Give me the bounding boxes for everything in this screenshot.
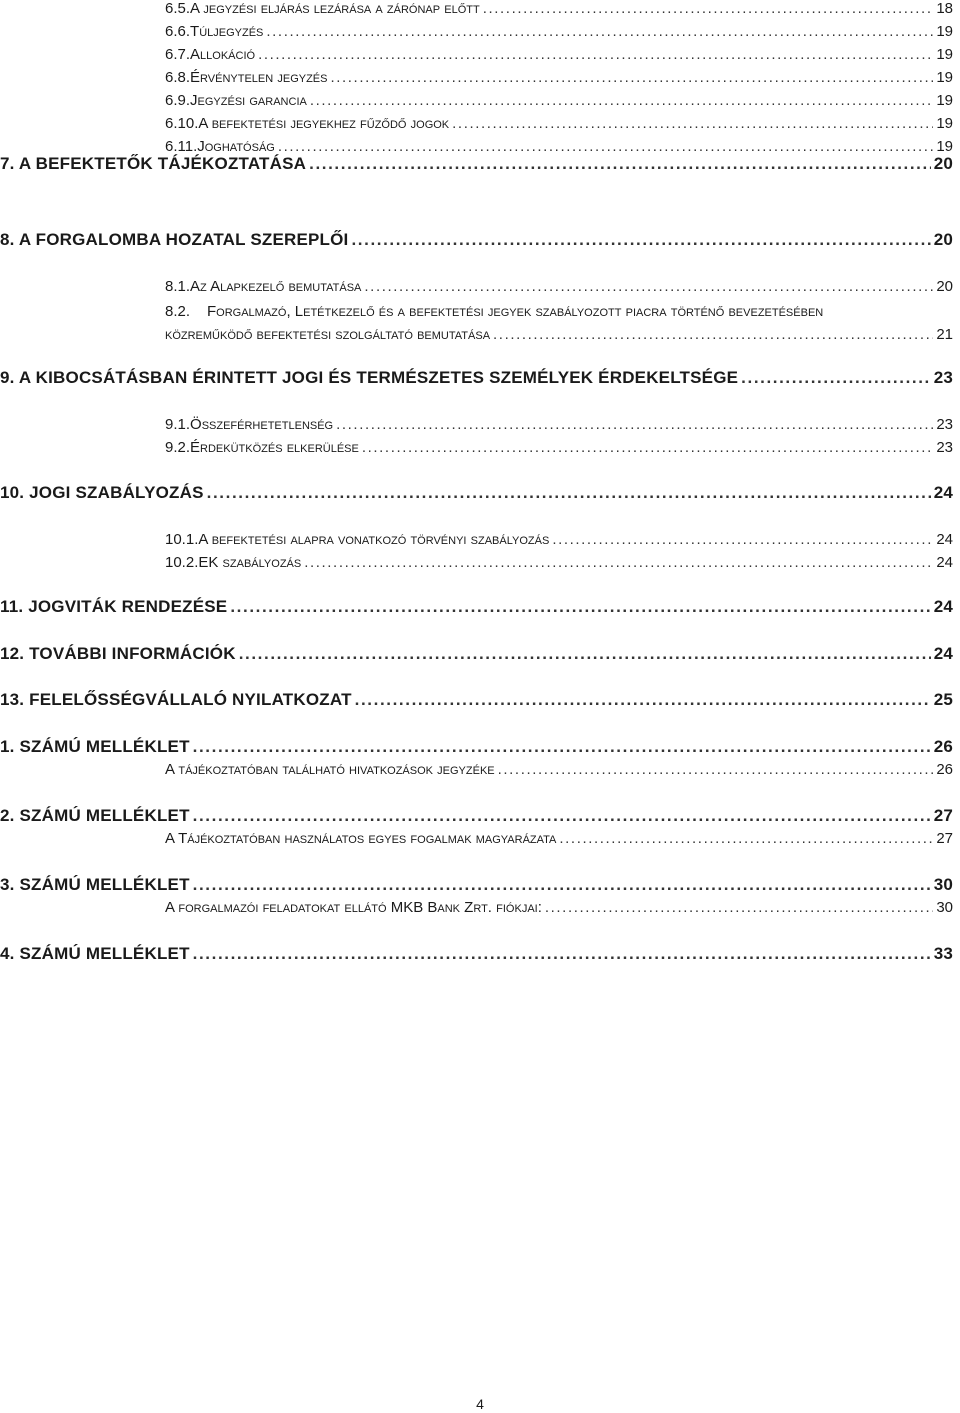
page-ref: 20 — [936, 278, 953, 295]
page-ref: 19 — [936, 115, 953, 132]
appendix-item-title: A tájékoztatóban található hivatkozások jegyzéke — [165, 761, 495, 778]
dot-leader — [351, 230, 930, 250]
section-number: 10.1. — [165, 531, 199, 548]
section-title: Joghatóság — [197, 138, 275, 155]
dot-leader — [266, 23, 933, 40]
chapter-title: 10. JOGI SZABÁLYOZÁS — [0, 483, 204, 502]
page-ref: 19 — [936, 92, 953, 109]
page-ref: 24 — [933, 483, 953, 502]
appendix-title: 2. SZÁMÚ MELLÉKLET — [0, 806, 190, 825]
toc-entry-9-2[interactable] — [165, 439, 953, 456]
toc-entry-6-7[interactable] — [165, 46, 953, 63]
dot-leader — [498, 761, 934, 778]
section-number: 6.6. — [165, 23, 191, 40]
section-title: A jegyzési eljárás lezárása a zárónap előtt — [190, 0, 480, 17]
dot-leader — [230, 597, 930, 617]
toc-entry-6-9[interactable] — [165, 92, 953, 109]
page-ref: 27 — [936, 830, 953, 847]
section-title: Jegyzési garancia — [190, 92, 307, 109]
appendix-item-title: A forgalmazói feladatokat ellátó MKB Bank Zrt. fiókjai: — [165, 899, 542, 916]
appendix-title: 3. SZÁMÚ MELLÉKLET — [0, 875, 190, 894]
page-ref: 23 — [933, 368, 953, 387]
page-ref: 24 — [933, 644, 953, 663]
page-ref: 19 — [936, 23, 953, 40]
page-ref: 30 — [936, 899, 953, 916]
section-number: 8.1. — [165, 278, 191, 295]
page-ref: 33 — [933, 944, 953, 963]
toc-chapter-10[interactable] — [0, 483, 953, 503]
toc-entry-6-10[interactable] — [165, 115, 953, 132]
page-ref: 24 — [933, 597, 953, 616]
page-ref: 24 — [936, 554, 953, 571]
toc-entry-6-11[interactable] — [165, 138, 953, 155]
page-ref: 19 — [936, 46, 953, 63]
section-number: 10.2. — [165, 554, 199, 571]
page-ref: 19 — [936, 138, 953, 155]
page-ref: 26 — [933, 737, 953, 756]
section-title: Érvénytelen jegyzés — [190, 69, 328, 86]
section-number: 9.1. — [165, 416, 191, 433]
section-number: 6.8. — [165, 69, 191, 86]
toc-chapter-9[interactable] — [0, 368, 953, 388]
toc-appendix-3-item[interactable] — [165, 899, 953, 916]
toc-appendix-3[interactable] — [0, 875, 953, 895]
toc-appendix-1-item[interactable] — [165, 761, 953, 778]
dot-leader — [355, 690, 931, 710]
dot-leader — [258, 46, 933, 63]
dot-leader — [278, 138, 933, 155]
section-title: A befektetési alapra vonatkozó törvényi szabályozás — [198, 531, 550, 548]
dot-leader — [336, 416, 933, 433]
page-number: 4 — [476, 1396, 484, 1412]
toc-entry-10-2[interactable] — [165, 554, 953, 571]
section-title: Összeférhetetlenség — [190, 416, 334, 433]
toc-chapter-13[interactable] — [0, 690, 953, 710]
dot-leader — [239, 644, 931, 664]
appendix-title: 1. SZÁMÚ MELLÉKLET — [0, 737, 190, 756]
dot-leader — [309, 154, 931, 174]
page-ref: 20 — [933, 154, 953, 173]
section-title: Allokáció — [190, 46, 256, 63]
section-title: Az Alapkezelő bemutatása — [190, 278, 362, 295]
section-number: 6.9. — [165, 92, 191, 109]
page-ref: 25 — [933, 690, 953, 709]
chapter-title: 7. A BEFEKTETŐK TÁJÉKOZTATÁSA — [0, 154, 307, 173]
page-ref: 18 — [936, 0, 953, 17]
page-ref: 19 — [936, 69, 953, 86]
toc-chapter-12[interactable] — [0, 644, 953, 664]
dot-leader — [207, 483, 931, 503]
toc-chapter-7[interactable] — [0, 154, 953, 174]
dot-leader — [304, 554, 933, 571]
toc-chapter-8[interactable] — [0, 230, 953, 250]
page-ref: 26 — [936, 761, 953, 778]
dot-leader — [364, 278, 933, 295]
chapter-title: 13. FELELŐSSÉGVÁLLALÓ NYILATKOZAT — [0, 690, 352, 709]
dot-leader — [559, 830, 933, 847]
page-ref: 20 — [933, 230, 953, 249]
page-ref: 30 — [933, 875, 953, 894]
dot-leader — [193, 806, 931, 826]
page-ref: 24 — [936, 531, 953, 548]
section-title-continued: közreműködő befektetési szolgáltató bemutatása — [165, 326, 491, 343]
dot-leader — [193, 944, 931, 964]
section-title: Forgalmazó, Letétkezelő és a befektetési jegyek szabályozott piacra történő bevezetésében — [207, 303, 824, 320]
dot-leader — [193, 875, 931, 895]
page-ref: 23 — [936, 416, 953, 433]
chapter-title: 8. A FORGALOMBA HOZATAL SZEREPLŐI — [0, 230, 349, 249]
toc-appendix-2-item[interactable] — [165, 830, 953, 847]
dot-leader — [362, 439, 933, 456]
toc-appendix-1[interactable] — [0, 737, 953, 757]
toc-appendix-2[interactable] — [0, 806, 953, 826]
toc-entry-6-6[interactable] — [165, 23, 953, 40]
dot-leader — [330, 69, 933, 86]
chapter-title: 11. JOGVITÁK RENDEZÉSE — [0, 597, 228, 616]
toc-entry-9-1[interactable] — [165, 416, 953, 433]
section-title: Túljegyzés — [190, 23, 264, 40]
chapter-title: 9. A KIBOCSÁTÁSBAN ÉRINTETT JOGI ÉS TERMÉSZETES SZEMÉLYEK ÉRDEKELTSÉGE — [0, 368, 739, 387]
section-title: A befektetési jegyekhez fűződő jogok — [198, 115, 450, 132]
page-ref: 21 — [936, 326, 953, 343]
dot-leader — [741, 368, 931, 388]
section-number: 6.7. — [165, 46, 191, 63]
page-ref: 27 — [933, 806, 953, 825]
dot-leader — [483, 0, 934, 17]
dot-leader — [493, 326, 933, 343]
section-number: 9.2. — [165, 439, 191, 456]
toc-entry-6-5[interactable] — [165, 0, 953, 17]
section-title: EK szabályozás — [198, 554, 302, 571]
toc-entry-8-2-line2[interactable] — [165, 326, 953, 343]
section-number: 6.10. — [165, 115, 199, 132]
section-number: 6.11. — [165, 138, 198, 155]
dot-leader — [452, 115, 933, 132]
toc-entry-10-1[interactable] — [165, 531, 953, 548]
toc-entry-6-8[interactable] — [165, 69, 953, 86]
dot-leader — [193, 737, 931, 757]
dot-leader — [552, 531, 933, 548]
section-title: Érdekütközés elkerülése — [190, 439, 359, 456]
section-number: 6.5. — [165, 0, 191, 17]
page-ref: 23 — [936, 439, 953, 456]
appendix-item-title: A Tájékoztatóban használatos egyes fogalmak magyarázata — [165, 830, 557, 847]
appendix-title: 4. SZÁMÚ MELLÉKLET — [0, 944, 190, 963]
dot-leader — [545, 899, 933, 916]
chapter-title: 12. TOVÁBBI INFORMÁCIÓK — [0, 644, 236, 663]
toc-chapter-11[interactable] — [0, 597, 953, 617]
dot-leader — [310, 92, 933, 109]
toc-entry-8-1[interactable] — [165, 278, 953, 295]
section-number: 8.2. — [165, 303, 191, 320]
toc-entry-8-2-line1[interactable] — [165, 303, 953, 320]
toc-appendix-4[interactable] — [0, 944, 953, 964]
